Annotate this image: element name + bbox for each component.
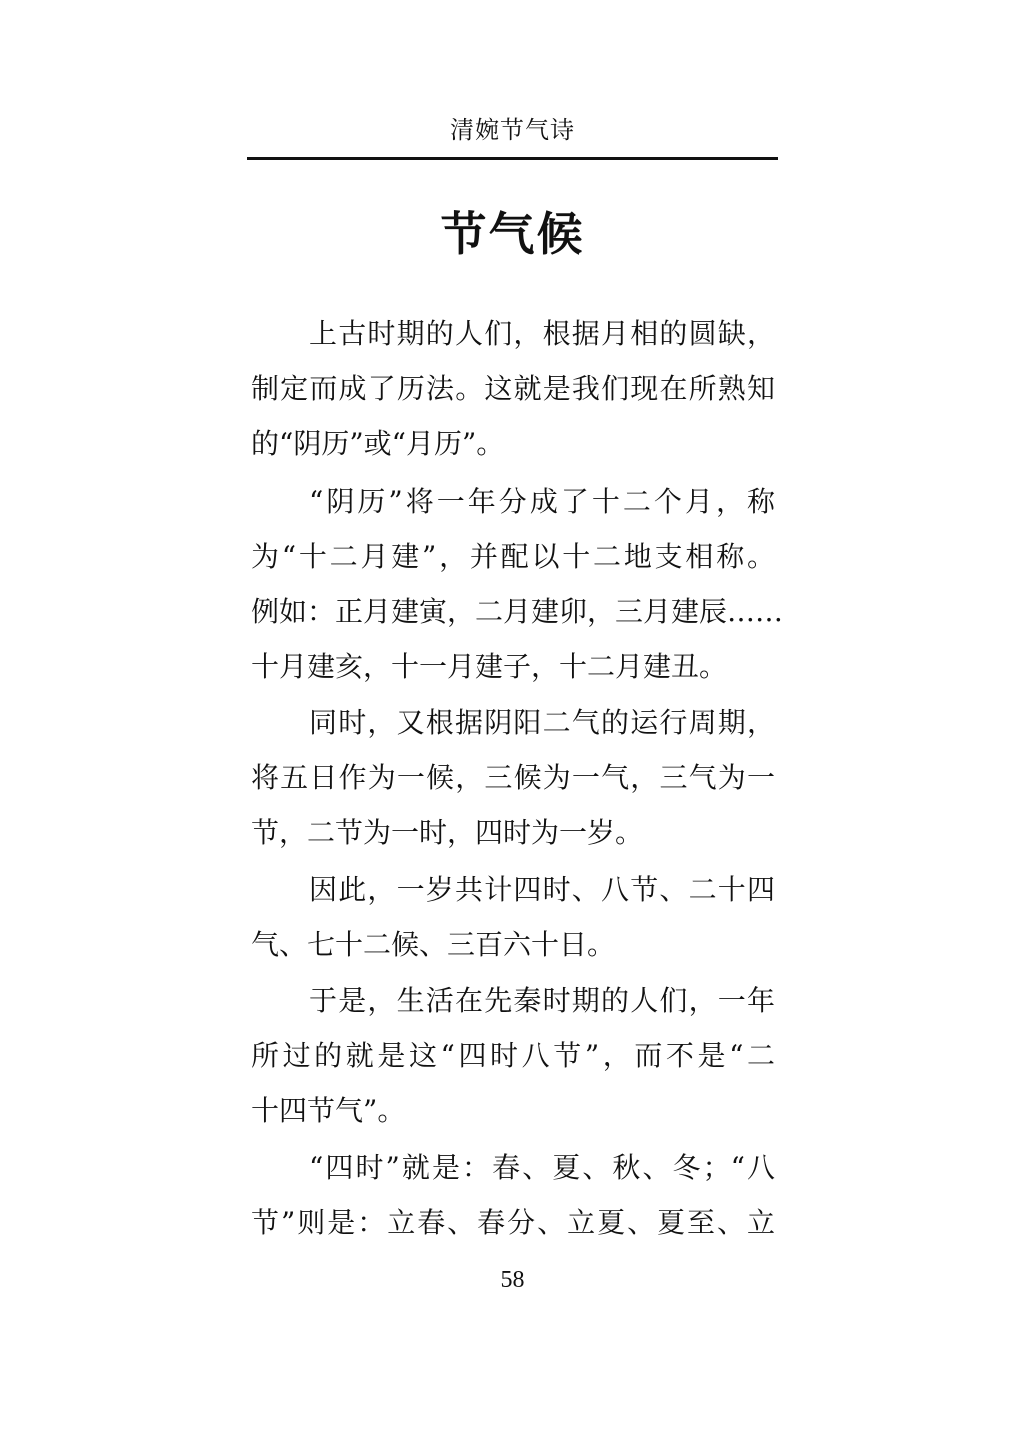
paragraph-3 [251, 695, 775, 860]
text-line: 制定而成了历法。这就是我们现在所熟知 [251, 372, 775, 405]
text-line: 的“阴历”或“月历”。 [251, 427, 505, 460]
header-divider [247, 157, 778, 160]
text-line: 十月建亥，十一月建子，十二月建丑。 [251, 650, 728, 683]
text-line: 将五日作为一候，三候为一气，三气为一 [251, 761, 775, 794]
paragraph-6 [251, 1140, 775, 1250]
paragraph-2 [251, 474, 784, 694]
text-line: 为“十二月建”，并配以十二地支相称。 [251, 540, 775, 573]
text-line: 节，二节为一时，四时为一岁。 [251, 816, 644, 849]
text-line: 于是，生活在先秦时期的人们，一年 [309, 984, 775, 1017]
text-line: 因此，一岁共计四时、八节、二十四 [309, 873, 775, 906]
paragraph-4 [251, 862, 775, 972]
text-line: “阴历”将一年分成了十二个月，称 [309, 485, 775, 518]
text-line: 上古时期的人们，根据月相的圆缺， [309, 317, 775, 350]
text-line: “四时”就是：春、夏、秋、冬；“八 [309, 1151, 775, 1184]
text-line: 十四节气”。 [251, 1094, 406, 1127]
text-line: 同时，又根据阴阳二气的运行周期， [309, 706, 775, 739]
running-header: 清婉节气诗 [450, 116, 575, 144]
text-line: 例如：正月建寅，二月建卯，三月建辰…… [251, 595, 784, 628]
text-line: 气、七十二候、三百六十日。 [251, 928, 616, 961]
page-number: 58 [500, 1267, 525, 1293]
paragraph-5 [251, 973, 775, 1138]
chapter-title: 节气候 [440, 207, 585, 261]
paragraph-1 [251, 306, 775, 471]
text-line: 节”则是：立春、春分、立夏、夏至、立 [251, 1206, 775, 1239]
text-line: 所过的就是这“四时八节”，而不是“二 [251, 1039, 775, 1072]
